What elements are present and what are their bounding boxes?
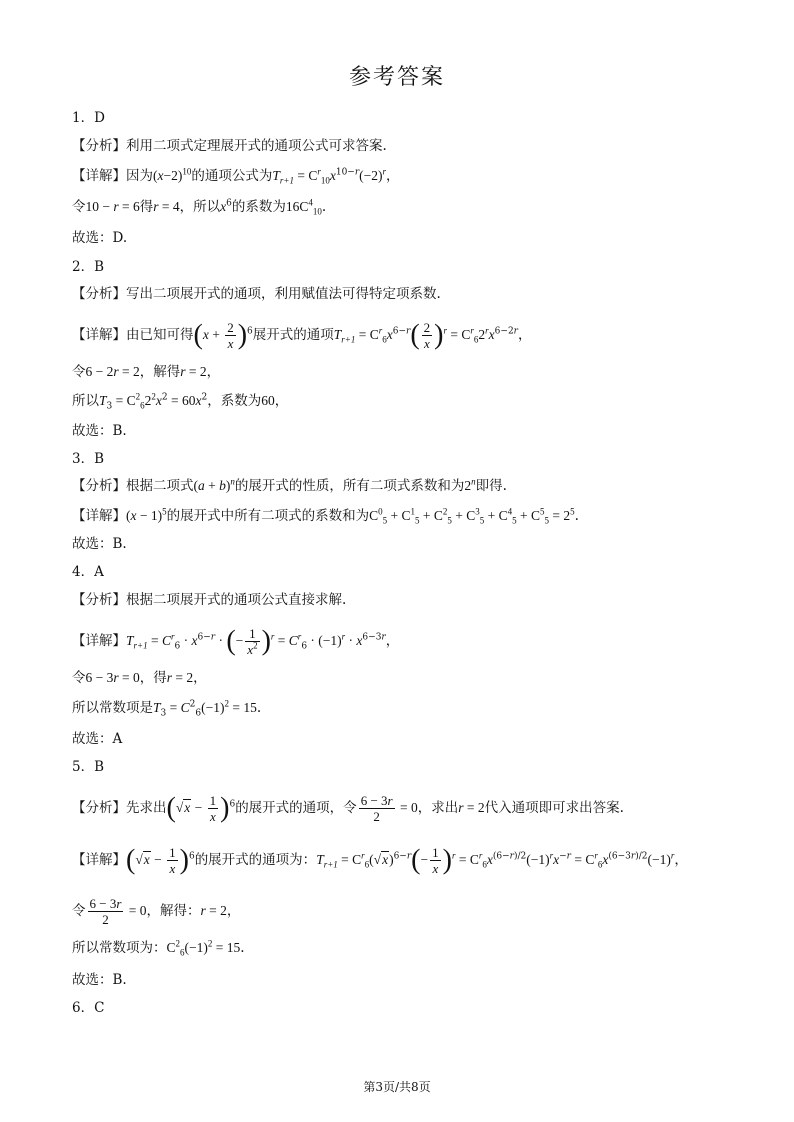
q1-step: 令10 − r = 6得r = 4，所以$x^6$的系数为$16C^4_{10}$. <box>72 197 327 217</box>
q4-head: 4．A <box>72 564 104 580</box>
page-footer: 第3页/共8页 <box>363 1080 431 1094</box>
q2-answer: 故选：B. <box>72 423 127 439</box>
q1-analysis: 【分析】利用二项式定理展开式的通项公式可求答案. <box>72 138 387 154</box>
q5-so: 所以常数项为：$C^2_6(-1)^2 = 15$. <box>72 938 245 958</box>
q4-detail: 【详解】$T_{r+1} = C^r_6 \cdot x^{6-r}$ · (− $\frac{1}{x^2}$ )$^r = C^r_6 \cdot (-1)^r \cdot x^{6-3r}$， <box>72 625 400 657</box>
q1-answer: 故选：D. <box>72 230 128 246</box>
q5-answer: 故选：B. <box>72 972 127 988</box>
q1-detail: 【详解】因为$(x-2)^{10}$的通项公式为$T_{r+1} = C^r_{10}x^{10-r}(-2)^r$， <box>72 166 400 186</box>
q4-solve: 令6 − 3r = 0，得r = 2， <box>72 670 207 686</box>
q5-analysis: 【分析】先求出(√x − $\frac{1}{x}$ )$^6$的展开式的通项，令 $\frac{6 - 3r}{2}$ = 0，求出r = 2代入通项即可求出答案. <box>72 792 624 824</box>
q5-head: 5．B <box>72 759 105 775</box>
q5-solve: 令 $\frac{6 - 3r}{2}$ = 0，解得：r = 2， <box>72 896 241 927</box>
page-title: 参考答案 <box>348 65 445 90</box>
q5-detail: 【详解】(√x − $\frac{1}{x}$ )$^6$的展开式的通项为：$T_{r+1} = C^r_6(√x)^{6-r}(-$ $\frac{1}{x}$ )$^r = C^r_6x^{(6-r)/2}(-1)^rx^{-r} = C^r_6x^{(6-3r)/2}(-1)^r$， <box>72 844 688 876</box>
q1-head: 1．D <box>72 110 105 126</box>
q3-answer: 故选：B. <box>72 536 127 552</box>
q3-head: 3．B <box>72 451 105 467</box>
q3-analysis: 【分析】根据二项式$(a + b)^n$的展开式的性质，所有二项式系数和为2$^n$即得. <box>72 476 507 494</box>
q2-so: 所以$T_3 = C^2_62^2x^2 = 60x^2$，系数为60， <box>72 391 289 412</box>
q4-analysis: 【分析】根据二项展开式的通项公式直接求解. <box>72 592 347 608</box>
q2-solve: 令6 − 2r = 2，解得r = 2， <box>72 364 221 380</box>
q4-answer: 故选：A <box>72 731 123 747</box>
q2-detail: 【详解】由已知可得(x + $\frac{2}{x}$ )$^6$展开式的通项$T_{r+1} = C^r_6x^{6-r}$( $\frac{2}{x}$ )$^r = C^r_62^rx^{6-2r}$， <box>72 319 532 351</box>
q4-so: 所以常数项是$T_3 = C^2_6(-1)^2 = 15$. <box>72 698 262 719</box>
q6-head: 6．C <box>72 1000 105 1016</box>
q2-head: 2．B <box>72 259 105 275</box>
q3-detail: 【详解】$(x - 1)^5$的展开式中所有二项式的系数和为$C^0_5 + C^1_5 + C^2_5 + C^3_5 + C^4_5 + C^5_5 = 2^5$. <box>72 506 579 526</box>
q2-analysis: 【分析】写出二项展开式的通项，利用赋值法可得特定项系数. <box>72 286 441 302</box>
